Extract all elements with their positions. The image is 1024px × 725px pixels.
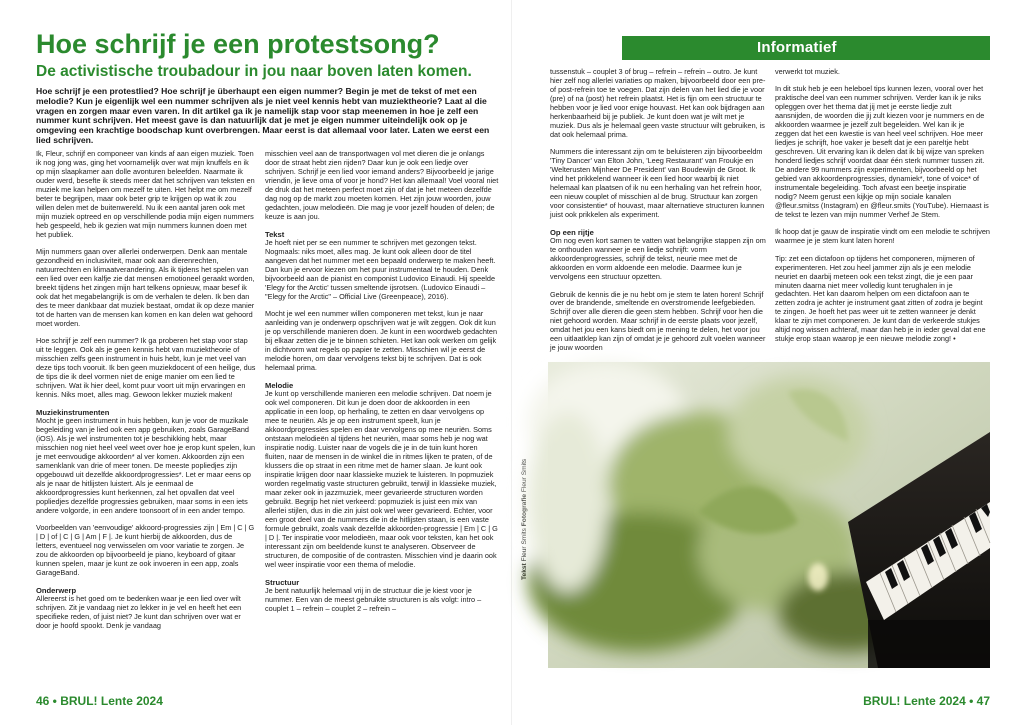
body-paragraph: Tip: zet een dictafoon op tijdens het componeren, mijmeren of experimenteren. Het zou heel jammer zijn als je een melodie neuriet en daarbij meteen ook een tekst zingt, die je een paar minuten daarna niet meer volledig kunt terughalen in je gedachten. Het kan daarom helpen om een dictafoon aan te zetten zodra je achter je instrument gaat zitten of zodra je begint te zingen. Je hoeft het pas weer uit te zetten wanneer je denkt klaar te zijn met componeren. Je kunt dan de verkeerde stukjes altijd nog wissen achteraf, maar dan heb je in ieder geval dat ene stukje erop staan waarop je een nieuwe melodie zong! • <box>775 253 986 344</box>
body-paragraph: Hoe schrijf je zelf een nummer? Ik ga proberen het stap voor stap uit te leggen. Ook als je geen kennis hebt van muziektheorie of misschien zelfs geen instrument in huis hebt, kun je met veel van deze tips toch vooruit. Ik ben geen muziekdocent of een heilige, dus de tips die ik deel vormen niet de enige manier om een lied te schrijven. Wat ik hier deel, komt puur voort uit mijn ervaringen en kennis. Niks moet, alles mag. Gewoon lekker muziek maken! <box>36 336 256 399</box>
piano-photo <box>548 362 990 668</box>
body-paragraph: Ik hoop dat je gauw de inspiratie vindt om een melodie te schrijven waarmee je je stem kunt laten horen! <box>775 227 990 246</box>
credit-photo-label: Fotografie <box>521 493 528 527</box>
section-heading: Op een rijtje <box>550 228 594 238</box>
credit-text-label: Tekst <box>521 563 528 580</box>
body-paragraph: Nummers die interessant zijn om te beluisteren zijn bijvoorbeeldm 'Tiny Dancer' van Elton John, 'Leeg Restaurant' van Froukje en 'Welterusten Mijnheer De President' van Boudewijn de Groot. Ik vind het prikkelend wanneer ik een lied hoor waarbij ik niet helemaal kan plaatsen of ik nu een herhaling van het refrein hoor, een nieuw couplet of misschien al de brug. Structuur kan zorgen voor consistentie* of houvast, maar alternatieve structuren kunnen juist ook prikkelen als experiment. <box>550 147 765 219</box>
page-footer-right: BRUL! Lente 2024 • 47 <box>863 694 990 708</box>
section-heading: Onderwerp <box>36 586 77 596</box>
body-paragraph: Om nog even kort samen te vatten wat belangrijke stappen zijn om te onthouden wanneer je een liedje schrijft: vorm akkoordenprogressies, schrijf de tekst, neurie mee met de akkoorden en vorm aldoende een melodie. Daarmee kun je vervolgens een structuur opzetten. <box>550 236 766 282</box>
section-heading: Melodie <box>265 381 294 391</box>
body-column-3 <box>550 67 766 353</box>
body-paragraph: Allereerst is het goed om te bedenken waar je een lied over wilt schrijven. Zit je vandaag niet zo lekker in je vel en heeft het een specifieke reden, of juist niet? Je kunt dan schrijven over wat er door je hoofd spookt. Denk je vandaag <box>36 594 242 631</box>
body-column-2 <box>265 150 500 685</box>
article-subtitle: De activistische troubadour in jou naar boven laten komen. <box>36 63 472 80</box>
section-heading: Muziekinstrumenten <box>36 408 110 418</box>
section-heading: Structuur <box>265 578 300 588</box>
article-lead: Hoe schrijf je een protestlied? Hoe schrijf je überhaupt een eigen nummer? Begin je met de tekst of met een melodie? Kun je eigenlijk wel een nummer schrijven als je niet veel kennis hebt van muziektheorie? Laat al die vragen en zorgen maar even varen. In dit artikel ga ik je namelijk stap voor stap meenemen in hoe je zelf een nummer kunt schrijven. Het meest gave is dan natuurlijk dat je met je eigen nummer uiteindelijk ook op je omgeving een krachtige boodschap kunt overbrengen. Maar eerst is dat allemaal voor later. Laten we eerst een lied schrijven. <box>36 86 490 145</box>
body-paragraph: Mijn nummers gaan over allerlei onderwerpen. Denk aan mentale gezondheid en inclusiviteit, maar ook aan dierenrechten, natuurrechten en klimaatverandering. Als ik tijdens het spelen van een lied over een kalfje zie dat mensen emotioneel geraakt worden, breekt tijdens het zingen mijn hart telkens opnieuw, maar besef ik ook dat het megabelangrijk is om de verhalen te delen. Ik ben dan des te meer dankbaar dat muziek bestaat, omdat ik op deze manier tot de harten van de mensen kan komen en kan delen wat gehoord moet worden. <box>36 247 255 328</box>
section-label-bar <box>622 36 990 60</box>
body-column-4 <box>775 68 990 378</box>
body-paragraph: Je hoeft niet per se een nummer te schrijven met gezongen tekst. Nogmaals: niks moet, alles mag. Je kunt ook alleen door de titel aangeven dat het nummer met een bepaald onderwerp te maken heeft. Dan kun je ervoor kiezen om het puur instrumentaal te houden. Denk bijvoorbeeld aan de pianist en componist Ludovico Einaudi. Hij speelde 'Elegy for the Arctic' tussen smeltende ijsrotsen. (Ludovico Einaudi – "Elegy for the Arctic" – Official Live (Greenpeace), 2016). <box>265 238 496 301</box>
body-paragraph: Mocht je wel een nummer willen componeren met tekst, kun je naar aanleiding van je onderwerp opschrijven wat je wilt zeggen. Ook dit kun je op verschillende manieren doen. Je kunt in een woordweb gedachten bij elkaar zetten die je te binnen schieten. Het kan ook werken om gelijk in dichtvorm wat regels op papier te zetten. Misschien wil je eerst de melodie horen, om daar vervolgens tekst bij te schrijven. Dat is ook helemaal prima. <box>265 309 498 373</box>
body-paragraph: Je kunt op verschillende manieren een melodie schrijven. Dat noem je ook wel componeren. Dit kun je doen door de akkoorden in een applicatie in een loop, op herhaling, te zetten en daar vervolgens op mee te neuriën. Als je op een instrument speelt, kun je akkoordprogressies spelen en daar vervolgens op mee neuriën. Soms ontstaan melodieën al tijdens het neuriën, maar soms heb je nog wat inspiratie nodig. Luister naar de vogels die je in de tuin kunt horen fluiten, naar de mensen in de winkel die in ritmes lijken te praten, of de klussers die op straat in een ritme met de hamer slaan. Je kunt ook inspiratie krijgen door naar klassieke muziek te luisteren. In popmuziek worden regelmatig vaste structuren gebruikt, terwijl in klassieke muziek, maar zeker ook in jazzmuziek, meer gevarieerde structuren worden gebruikt. Begrijp het niet verkeerd: popmuziek is juist een mix van allerlei stijlen, dus in die zin juist ook wel weer gevarieerd. Echter, voor een groot deel van de nummers die in de hitlijsten staan, is een vaste formule gebruikt, zoals vaak dezelfde akkoorden-progressie | Em | C | G | D |. Ter inspiratie voor melodieën, maar ook voor teksten, kan het ook interessant zijn om beeldende kunst te analyseren. Observeer de structuren, de compositie of de contrasten. Misschien vind je daarin ook wel weer inspiratie voor een thema of melodie. <box>265 389 498 569</box>
page-footer-left: 46 • BRUL! Lente 2024 <box>36 694 163 708</box>
body-paragraph: In dit stuk heb je een heleboel tips kunnen lezen, vooral over het praktische deel van een nummer schrijven. Verder kan ik je niks opleggen over het thema dat jij met je eerste liedje zult aansnijden, de woorden die jij zult kiezen voor je nummers en de akkoorden waarmee je jezelf zult begeleiden. Wel kan ik je zeggen dat het een kwestie is van heel veel schrijven. Hoe meer liedjes je schrijft, hoe vaker je beseft dat je een pareltje hebt geschreven. Uit ervaring kan ik delen dat ik bij wijze van spreken honderd liedjes schrijf voordat daar één sterk nummer tussen zit. De andere 99 nummers zijn experimenten, bijvoorbeeld op het gebied van akkoordenprogressies, dynamiek*, tone of voice* of instrumentale begeleiding. Toch afvast een beetje inspiratie nodig? Neem gerust een kijkje op mijn sociale kanalen @fleur.smitss (Instagram) en @fleur.smits (YouTube). Hiernaast is de tekst te lezen van mijn nummer Verhef Je Stem. <box>775 84 989 219</box>
body-paragraph: Je bent natuurlijk helemaal vrij in de structuur die je kiest voor je nummer. Een van de meest gebruikte structuren is als volgt: intro – couplet 1 – refrein – couplet 2 – refrein – <box>265 586 482 613</box>
body-paragraph: tussenstuk – couplet 3 of brug – refrein – refrein – outro. Je kunt hier zelf nog allerlei variaties op maken, bijvoorbeeld door een pre- of post-refrein toe te voegen. Dat zijn delen van het lied die je voor (pre) of na (post) het refrein plaatst. Het is fijn om een structuur te hebben voor je lied voor enige houvast. Het kan ook bijdragen aan herkenbaarheid bij je publiek. Je kunt doen wat je wilt met je muziek. Dus als je helemaal geen vaste structuur wilt gebruiken, is dat ook helemaal prima. <box>550 67 766 139</box>
body-column-1 <box>36 150 256 685</box>
body-paragraph: misschien veel aan de transportwagen vol met dieren die je onlangs door de straat hebt zien rijden? Daar kun je ook een liedje over schrijven. Schrijf je een lied voor iemand anders? Bijvoorbeeld je jarige vriendin, je lieve oma of voor je hond? Het kan allemaal! Voel vooral niet de druk dat het meteen perfect moet zijn of dat je het meteen dezelfde dag nog op de markt zou moeten komen. Het zijn jouw woorden, jouw gedachten, jouw melodieën. Die mag je voor jezelf houden of delen; de keuze is aan jou. <box>265 149 499 221</box>
credit-photo-name: Fleur Smits <box>521 458 528 493</box>
body-paragraph: Mocht je geen instrument in huis hebben, kun je voor de muzikale begeleiding van je lied ook een app gebruiken, zoals GarageBand (iOS). Als je wel instrumenten tot je beschikking hebt, maar misschien nog niet heel veel weet over hoe je erop kunt spelen, kun je met eenvoudige akkoorden* al ver komen. Akkoorden zijn een samenklank van drie of meer tonen. De meeste popliedjes zijn opgebouwd uit dezelfde akkoordprogressies*. Let er maar eens op als je naar de hitlijsten luistert. Als je eenmaal de akkoordprogressies kunt herkennen, zal het opvallen dat veel popliedjes dezelfde progressies gebruiken, maar soms in een iets andere volgorde, in een andere toonsoort of in een ander tempo. <box>36 416 256 515</box>
credit-text-name: Fleur Smits <box>521 528 528 562</box>
section-heading: Tekst <box>265 230 285 240</box>
body-paragraph: Voorbeelden van 'eenvoudige' akkoord-progressies zijn | Em | C | G | D | of | C | G | Am | F |. Je kunt hierbij de akkoorden, dus de letters, eventueel nog verwisselen om voor variatie te zorgen. Je zou de akkoorden op bijvoorbeeld je piano, keyboard of gitaar kunnen spelen, maar je kunt ze ook invoeren in een app, zoals GarageBand. <box>36 523 255 578</box>
section-label: Informatief <box>757 39 837 56</box>
body-paragraph: verwerkt tot muziek. <box>775 67 840 76</box>
body-paragraph: Ik, Fleur, schrijf en componeer van kinds af aan eigen muziek. Toen ik nog jong was, ging het voornamelijk over wat mijn knuffels en ik op mijn slaapkamer aan dolle avonturen beleefden. Naarmate ik ouder werd, besefte ik steeds meer dat het schrijven van teksten en muziek me kan helpen om mezelf te uiten. Het helpt me om mezelf beter te begrijpen, maar ook beter grip te krijgen op wat ik zou willen delen met de buitenwereld. Nu ik een aantal jaren ook met mijn muziek optreed en op verschillende podia mijn eigen nummers heb gespeeld, heb ik gezien wat mijn nummers kunnen doen met het publiek. <box>36 149 255 239</box>
piano-photo-image <box>548 362 990 668</box>
body-paragraph: Gebruik de kennis die je nu hebt om je stem te laten horen! Schrijf over de brandende, smeltende en overstromende leefgebieden. Schrijf over alle dieren die geen stem hebben. Schrijf voor hen die niet gehoord worden. Maar schrijf in de eerste plaats voor jezelf, omdat het jou een kans biedt om je mening te delen, het voor jou een uitlaatklep kan zijn of omdat je je gehoord zult voelen wanneer je jouw woorden <box>550 289 766 353</box>
article-title: Hoe schrijf je een protestsong? <box>36 29 440 59</box>
